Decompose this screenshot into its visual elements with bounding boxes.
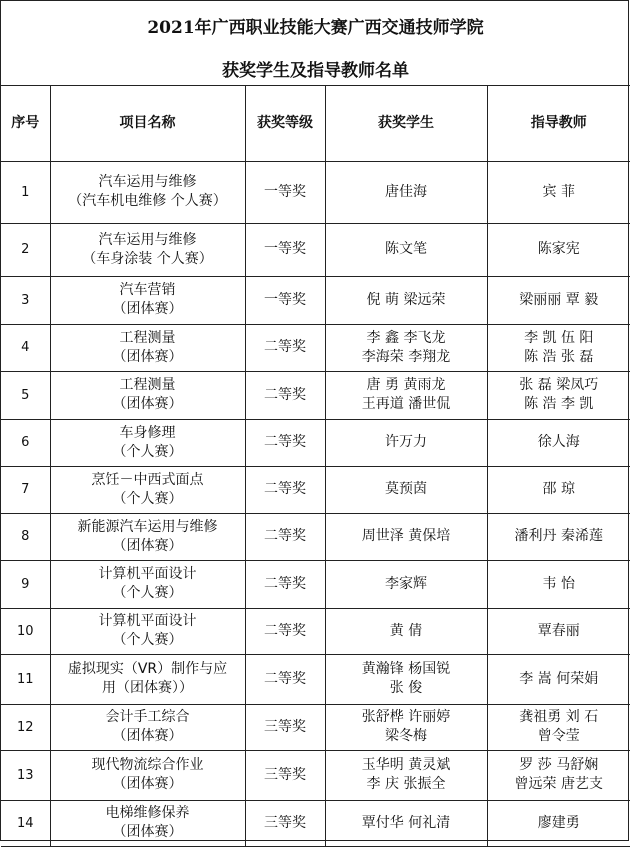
cell-project-line: 车身修理 (119, 424, 176, 441)
cell-seq-text: 8 (21, 529, 30, 544)
cell-students-line: 许万力 (385, 434, 427, 450)
table-row (1, 750, 630, 800)
cell-project (50, 560, 245, 608)
cell-teachers-line: 梁丽丽 覃 毅 (519, 291, 599, 308)
cell-seq (1, 560, 50, 608)
cell-seq-text: 13 (16, 767, 34, 783)
cell-students-line: 张舒桦 许丽婷 (361, 709, 451, 725)
cell-level (245, 608, 325, 654)
cell-level-text: 二等奖 (264, 339, 306, 355)
table-row (1, 223, 630, 276)
cell-project-line: 虚拟现实（VR）制作与应 (67, 661, 228, 677)
cell-project (50, 466, 245, 513)
cell-seq (1, 419, 50, 466)
cell-project (50, 161, 245, 223)
cell-seq (1, 371, 50, 419)
cell-teachers-line: 廖建勇 (537, 814, 580, 831)
cell-students-line: 张 俊 (389, 680, 423, 696)
table-row (1, 419, 630, 466)
cell-project-line: （团体赛） (112, 728, 183, 744)
table-row (1, 324, 630, 371)
cell-project (50, 800, 245, 846)
cell-seq (1, 750, 50, 800)
cell-seq-text: 1 (21, 184, 30, 200)
cell-level-text: 二等奖 (264, 575, 306, 592)
cell-level-text: 二等奖 (264, 670, 306, 687)
cell-project-line: （个人赛） (112, 443, 183, 460)
header-level: 获奖等级 (245, 86, 325, 161)
cell-project-line: 烹饪－中西式面点 (91, 471, 204, 488)
document-title (1, 1, 630, 86)
cell-project-line: （团体赛） (112, 348, 183, 365)
cell-project (50, 608, 245, 654)
cell-seq (1, 161, 50, 223)
cell-project-line: 电梯维修保养 (105, 805, 190, 821)
cell-students (325, 704, 487, 750)
cell-students (325, 419, 487, 466)
header-seq: 序号 (1, 86, 50, 161)
cell-students (325, 654, 487, 704)
cell-teachers (487, 371, 630, 419)
cell-project-line: （团体赛） (112, 824, 183, 840)
cell-students-line: 李海荣 李翔龙 (361, 348, 451, 365)
cell-teachers (487, 750, 630, 800)
cell-seq-text: 9 (21, 576, 30, 592)
cell-teachers-line: 李 嵩 何荣娟 (519, 670, 599, 687)
cell-students-line: 唐佳海 (385, 183, 427, 200)
cell-students-line: 陈文笔 (385, 241, 427, 257)
cell-seq (1, 704, 50, 750)
cell-students-line: 王再道 潘世侃 (361, 396, 451, 412)
cell-seq-text: 14 (16, 815, 34, 831)
cell-students-line: 李家辉 (385, 575, 427, 592)
cell-students-line: 黄 倩 (389, 622, 423, 639)
table-row (1, 513, 630, 560)
cell-teachers (487, 324, 630, 371)
cell-teachers (487, 704, 630, 750)
cell-project (50, 750, 245, 800)
cell-level-text: 三等奖 (264, 766, 306, 783)
header-students: 获奖学生 (325, 86, 487, 161)
cell-teachers (487, 800, 630, 846)
cell-project-line: 汽车运用与维修 (98, 231, 197, 248)
cell-project-line: 汽车营销 (119, 282, 176, 298)
cell-students (325, 800, 487, 846)
cell-project (50, 223, 245, 276)
cell-level-text: 一等奖 (264, 241, 306, 257)
cell-seq-text: 12 (16, 719, 34, 735)
table-row (1, 466, 630, 513)
cell-project (50, 513, 245, 560)
cell-students-line: 周世泽 黄保培 (361, 528, 451, 544)
cell-teachers-line: 龚祖勇 刘 石 (519, 709, 599, 725)
cell-students-line: 梁冬梅 (385, 728, 427, 744)
cell-project-line: 新能源汽车运用与维修 (77, 518, 218, 535)
cell-level (245, 276, 325, 324)
cell-students (325, 276, 487, 324)
table-body (1, 161, 630, 846)
cell-project-line: （团体赛） (112, 776, 183, 792)
cell-students (325, 371, 487, 419)
cell-students-line: 李 鑫 李飞龙 (366, 329, 446, 346)
header-teachers: 指导教师 (487, 86, 630, 161)
cell-level-text: 二等奖 (264, 386, 306, 403)
cell-level-text: 三等奖 (264, 814, 306, 831)
cell-level (245, 223, 325, 276)
cell-teachers-line: 曾令莹 (537, 728, 580, 744)
cell-project (50, 704, 245, 750)
cell-project-line: 计算机平面设计 (98, 566, 197, 582)
title-line-1: 2021年广西职业技能大赛广西交通技师学院 (147, 18, 484, 38)
cell-seq-text: 4 (21, 340, 30, 355)
cell-level-text: 一等奖 (264, 291, 306, 308)
table-row (1, 654, 630, 704)
cell-students (325, 324, 487, 371)
cell-level-text: 二等奖 (264, 434, 306, 450)
cell-teachers-line: 曾远荣 唐艺支 (514, 776, 603, 792)
cell-project-line: 工程测量 (119, 329, 176, 346)
cell-teachers-line: 陈 浩 李 凯 (524, 396, 594, 412)
cell-teachers (487, 466, 630, 513)
cell-students-line: 黄瀚锋 杨国锐 (361, 661, 451, 677)
cell-teachers-line: 韦 怡 (542, 575, 575, 592)
table-row (1, 704, 630, 750)
cell-level (245, 654, 325, 704)
cell-level (245, 800, 325, 846)
cell-seq (1, 800, 50, 846)
cell-students (325, 513, 487, 560)
cell-students-line: 唐 勇 黄雨龙 (366, 377, 446, 393)
cell-teachers (487, 560, 630, 608)
cell-teachers (487, 161, 630, 223)
cell-project (50, 324, 245, 371)
title-line-2: 获奖学生及指导教师名单 (222, 61, 409, 81)
cell-seq (1, 223, 50, 276)
cell-seq (1, 466, 50, 513)
cell-students-line: 覃付华 何礼清 (361, 814, 451, 831)
cell-teachers-line: 覃春丽 (537, 622, 580, 639)
table-row (1, 608, 630, 654)
cell-project-line: （个人赛） (112, 490, 183, 507)
cell-project (50, 276, 245, 324)
cell-project-line: （个人赛） (112, 632, 183, 648)
cell-project-line: （车身涂装 个人赛） (82, 250, 213, 267)
cell-teachers (487, 513, 630, 560)
cell-students-line: 李 庆 张振全 (366, 776, 446, 792)
cell-teachers-line: 邵 琼 (542, 481, 575, 497)
cell-teachers (487, 654, 630, 704)
cell-seq-text: 11 (16, 671, 34, 687)
cell-project-line: （汽车机电维修 个人赛） (68, 193, 227, 209)
cell-teachers-line: 张 磊 梁凤巧 (519, 377, 599, 393)
table-row (1, 161, 630, 223)
table-row (1, 560, 630, 608)
cell-level-text: 三等奖 (264, 718, 306, 735)
cell-students (325, 750, 487, 800)
cell-project-line: 用（团体赛）） (102, 680, 193, 696)
cell-project-line: 会计手工综合 (105, 709, 190, 725)
award-table (1, 86, 630, 847)
cell-project-line: （个人赛） (112, 585, 183, 601)
cell-seq-text: 3 (21, 292, 30, 308)
cell-teachers (487, 419, 630, 466)
cell-students-line: 倪 萌 梁远荣 (366, 291, 446, 308)
cell-students (325, 466, 487, 513)
cell-students-line: 莫预茵 (385, 481, 427, 497)
cell-seq-text: 7 (21, 482, 30, 497)
cell-seq-text: 10 (16, 623, 34, 639)
cell-project-line: 计算机平面设计 (98, 613, 197, 629)
table-row (1, 276, 630, 324)
cell-teachers (487, 276, 630, 324)
cell-project-line: （团体赛） (112, 537, 183, 554)
cell-level (245, 419, 325, 466)
cell-students (325, 560, 487, 608)
cell-level (245, 371, 325, 419)
cell-seq (1, 654, 50, 704)
cell-project-line: （团体赛） (112, 396, 183, 412)
cell-teachers-line: 徐人海 (537, 434, 580, 450)
cell-students-line: 玉华明 黄灵斌 (361, 757, 451, 773)
cell-teachers-line: 陈家宪 (537, 241, 580, 257)
cell-project-line: （团体赛） (112, 301, 183, 317)
cell-seq-text: 2 (21, 242, 30, 257)
cell-students (325, 608, 487, 654)
cell-level (245, 513, 325, 560)
cell-level-text: 二等奖 (264, 622, 306, 639)
cell-project-line: 汽车运用与维修 (98, 174, 197, 190)
cell-teachers (487, 223, 630, 276)
cell-seq (1, 608, 50, 654)
cell-seq-text: 6 (21, 435, 30, 450)
cell-level (245, 560, 325, 608)
cell-seq (1, 513, 50, 560)
cell-level-text: 二等奖 (264, 528, 306, 544)
cell-project-line: 现代物流综合作业 (91, 757, 204, 773)
cell-level (245, 466, 325, 513)
cell-teachers-line: 潘利丹 秦浠莲 (514, 528, 603, 544)
header-project: 项目名称 (50, 86, 245, 161)
cell-teachers-line: 罗 莎 马舒娴 (519, 757, 599, 773)
cell-level (245, 161, 325, 223)
cell-level (245, 750, 325, 800)
cell-project (50, 371, 245, 419)
header-row (1, 86, 630, 161)
cell-level-text: 一等奖 (264, 183, 306, 200)
table-row (1, 371, 630, 419)
cell-teachers-line: 李 凯 伍 阳 (524, 329, 594, 346)
cell-project-line: 工程测量 (119, 377, 176, 393)
cell-teachers-line: 宾 菲 (542, 183, 575, 200)
cell-teachers-line: 陈 浩 张 磊 (524, 348, 594, 365)
cell-project (50, 654, 245, 704)
cell-seq (1, 324, 50, 371)
cell-project (50, 419, 245, 466)
cell-level-text: 二等奖 (264, 481, 306, 497)
table-row (1, 800, 630, 846)
cell-students (325, 223, 487, 276)
cell-seq (1, 276, 50, 324)
cell-level (245, 704, 325, 750)
cell-seq-text: 5 (21, 387, 30, 403)
cell-students (325, 161, 487, 223)
cell-teachers (487, 608, 630, 654)
cell-level (245, 324, 325, 371)
